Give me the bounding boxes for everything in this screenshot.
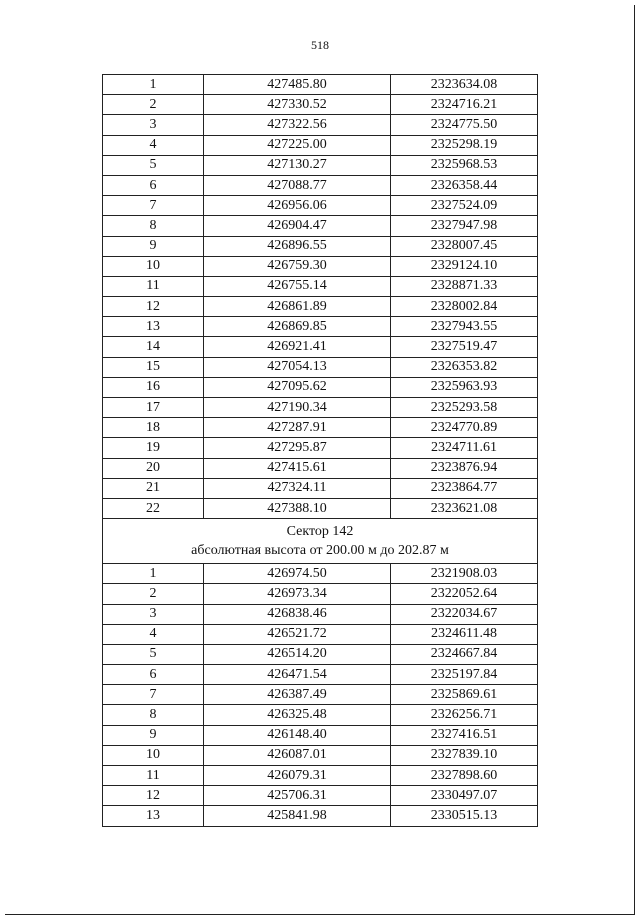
x-coordinate-cell: 426869.85 — [204, 317, 391, 337]
point-number-cell: 10 — [103, 256, 204, 276]
table-row — [103, 115, 538, 135]
sector-title: Сектор 142 — [286, 524, 354, 540]
table-row — [103, 604, 538, 624]
x-coordinate-cell: 425841.98 — [204, 806, 391, 826]
point-number-cell: 13 — [103, 317, 204, 337]
y-coordinate-cell: 2327947.98 — [391, 216, 538, 236]
x-coordinate-cell: 426956.06 — [204, 196, 391, 216]
table-row — [103, 377, 538, 397]
table-row — [103, 95, 538, 115]
y-coordinate-cell: 2327519.47 — [391, 337, 538, 357]
table-row — [103, 75, 538, 95]
table-row — [103, 624, 538, 644]
point-number-cell: 1 — [103, 75, 204, 95]
x-coordinate-cell: 427330.52 — [204, 95, 391, 115]
point-number-cell: 13 — [103, 806, 204, 826]
point-number-cell: 9 — [103, 725, 204, 745]
point-number-cell: 9 — [103, 236, 204, 256]
x-coordinate-cell: 426387.49 — [204, 685, 391, 705]
y-coordinate-cell: 2325968.53 — [391, 155, 538, 175]
point-number-cell: 6 — [103, 175, 204, 195]
sector-subtitle: абсолютная высота от 200.00 м до 202.87 м — [191, 543, 449, 559]
y-coordinate-cell: 2321908.03 — [391, 564, 538, 584]
table-row — [103, 458, 538, 478]
point-number-cell: 4 — [103, 624, 204, 644]
point-number-cell: 2 — [103, 95, 204, 115]
table-row — [103, 297, 538, 317]
y-coordinate-cell: 2327898.60 — [391, 766, 538, 786]
table-row — [103, 725, 538, 745]
point-number-cell: 2 — [103, 584, 204, 604]
point-number-cell: 18 — [103, 418, 204, 438]
y-coordinate-cell: 2325869.61 — [391, 685, 538, 705]
table-row — [103, 276, 538, 296]
table-row — [103, 398, 538, 418]
table-row — [103, 806, 538, 826]
y-coordinate-cell: 2324716.21 — [391, 95, 538, 115]
table-row — [103, 584, 538, 604]
point-number-cell: 8 — [103, 705, 204, 725]
table-row — [103, 498, 538, 518]
x-coordinate-cell: 427088.77 — [204, 175, 391, 195]
point-number-cell: 14 — [103, 337, 204, 357]
point-number-cell: 12 — [103, 297, 204, 317]
y-coordinate-cell: 2327524.09 — [391, 196, 538, 216]
table-row — [103, 766, 538, 786]
coordinates-table — [102, 74, 538, 827]
point-number-cell: 11 — [103, 276, 204, 296]
y-coordinate-cell: 2325298.19 — [391, 135, 538, 155]
y-coordinate-cell: 2324770.89 — [391, 418, 538, 438]
x-coordinate-cell: 427322.56 — [204, 115, 391, 135]
table-row — [103, 705, 538, 725]
x-coordinate-cell: 427324.11 — [204, 478, 391, 498]
table-row — [103, 564, 538, 584]
table-block-2 — [103, 564, 538, 826]
x-coordinate-cell: 426921.41 — [204, 337, 391, 357]
y-coordinate-cell: 2326256.71 — [391, 705, 538, 725]
point-number-cell: 19 — [103, 438, 204, 458]
table-row — [103, 685, 538, 705]
table-row — [103, 317, 538, 337]
page-number: 518 — [311, 38, 329, 52]
y-coordinate-cell: 2324775.50 — [391, 115, 538, 135]
point-number-cell: 22 — [103, 498, 204, 518]
x-coordinate-cell: 427054.13 — [204, 357, 391, 377]
point-number-cell: 17 — [103, 398, 204, 418]
point-number-cell: 10 — [103, 745, 204, 765]
x-coordinate-cell: 426471.54 — [204, 665, 391, 685]
x-coordinate-cell: 426759.30 — [204, 256, 391, 276]
x-coordinate-cell: 427287.91 — [204, 418, 391, 438]
y-coordinate-cell: 2326358.44 — [391, 175, 538, 195]
x-coordinate-cell: 427130.27 — [204, 155, 391, 175]
x-coordinate-cell: 427095.62 — [204, 377, 391, 397]
table-row — [103, 665, 538, 685]
x-coordinate-cell: 426521.72 — [204, 624, 391, 644]
table-row — [103, 256, 538, 276]
y-coordinate-cell: 2330515.13 — [391, 806, 538, 826]
y-coordinate-cell: 2324667.84 — [391, 644, 538, 664]
y-coordinate-cell: 2322034.67 — [391, 604, 538, 624]
point-number-cell: 5 — [103, 644, 204, 664]
y-coordinate-cell: 2327416.51 — [391, 725, 538, 745]
table-row — [103, 745, 538, 765]
x-coordinate-cell: 427485.80 — [204, 75, 391, 95]
table-row — [103, 786, 538, 806]
y-coordinate-cell: 2322052.64 — [391, 584, 538, 604]
y-coordinate-cell: 2323876.94 — [391, 458, 538, 478]
table-row — [103, 644, 538, 664]
point-number-cell: 3 — [103, 604, 204, 624]
y-coordinate-cell: 2327839.10 — [391, 745, 538, 765]
x-coordinate-cell: 426087.01 — [204, 745, 391, 765]
table-row — [103, 337, 538, 357]
table-row — [103, 175, 538, 195]
x-coordinate-cell: 427295.87 — [204, 438, 391, 458]
x-coordinate-cell: 426325.48 — [204, 705, 391, 725]
point-number-cell: 1 — [103, 564, 204, 584]
y-coordinate-cell: 2324611.48 — [391, 624, 538, 644]
sector-header-cell — [103, 519, 538, 564]
point-number-cell: 7 — [103, 196, 204, 216]
point-number-cell: 12 — [103, 786, 204, 806]
table-row — [103, 216, 538, 236]
x-coordinate-cell: 426148.40 — [204, 725, 391, 745]
point-number-cell: 16 — [103, 377, 204, 397]
point-number-cell: 5 — [103, 155, 204, 175]
point-number-cell: 6 — [103, 665, 204, 685]
y-coordinate-cell: 2328871.33 — [391, 276, 538, 296]
x-coordinate-cell: 427190.34 — [204, 398, 391, 418]
point-number-cell: 20 — [103, 458, 204, 478]
y-coordinate-cell: 2323864.77 — [391, 478, 538, 498]
x-coordinate-cell: 426079.31 — [204, 766, 391, 786]
table-row — [103, 236, 538, 256]
sector-header-row — [103, 519, 538, 564]
point-number-cell: 3 — [103, 115, 204, 135]
y-coordinate-cell: 2328007.45 — [391, 236, 538, 256]
point-number-cell: 7 — [103, 685, 204, 705]
table-row — [103, 357, 538, 377]
x-coordinate-cell: 425706.31 — [204, 786, 391, 806]
y-coordinate-cell: 2330497.07 — [391, 786, 538, 806]
y-coordinate-cell: 2325293.58 — [391, 398, 538, 418]
point-number-cell: 15 — [103, 357, 204, 377]
y-coordinate-cell: 2325963.93 — [391, 377, 538, 397]
x-coordinate-cell: 427225.00 — [204, 135, 391, 155]
x-coordinate-cell: 426838.46 — [204, 604, 391, 624]
x-coordinate-cell: 426974.50 — [204, 564, 391, 584]
table-row — [103, 418, 538, 438]
table-row — [103, 135, 538, 155]
table-row — [103, 155, 538, 175]
table-row — [103, 438, 538, 458]
sector-header-block — [103, 519, 538, 564]
x-coordinate-cell: 427388.10 — [204, 498, 391, 518]
point-number-cell: 11 — [103, 766, 204, 786]
y-coordinate-cell: 2329124.10 — [391, 256, 538, 276]
x-coordinate-cell: 426861.89 — [204, 297, 391, 317]
table-row — [103, 196, 538, 216]
x-coordinate-cell: 426755.14 — [204, 276, 391, 296]
x-coordinate-cell: 426896.55 — [204, 236, 391, 256]
point-number-cell: 8 — [103, 216, 204, 236]
point-number-cell: 4 — [103, 135, 204, 155]
x-coordinate-cell: 426973.34 — [204, 584, 391, 604]
y-coordinate-cell: 2323621.08 — [391, 498, 538, 518]
x-coordinate-cell: 426904.47 — [204, 216, 391, 236]
table-row — [103, 478, 538, 498]
point-number-cell: 21 — [103, 478, 204, 498]
y-coordinate-cell: 2326353.82 — [391, 357, 538, 377]
y-coordinate-cell: 2323634.08 — [391, 75, 538, 95]
y-coordinate-cell: 2328002.84 — [391, 297, 538, 317]
x-coordinate-cell: 427415.61 — [204, 458, 391, 478]
y-coordinate-cell: 2325197.84 — [391, 665, 538, 685]
table-block-1 — [103, 75, 538, 519]
y-coordinate-cell: 2327943.55 — [391, 317, 538, 337]
x-coordinate-cell: 426514.20 — [204, 644, 391, 664]
y-coordinate-cell: 2324711.61 — [391, 438, 538, 458]
